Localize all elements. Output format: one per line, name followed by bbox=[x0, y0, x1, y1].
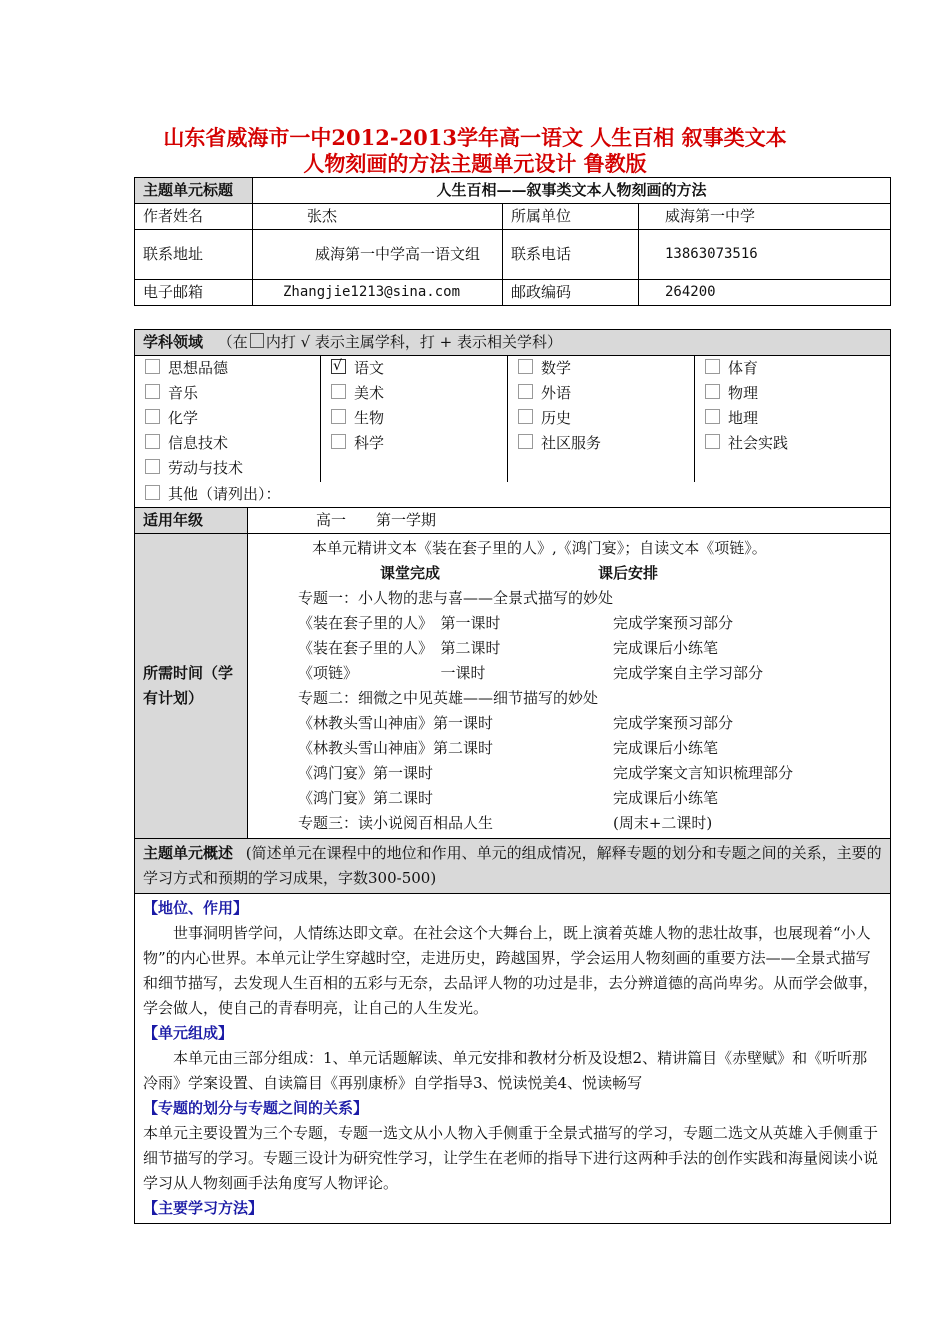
info-table bbox=[134, 177, 891, 306]
subject-item[interactable]: 物理 bbox=[705, 381, 880, 406]
subject-item[interactable]: 美术 bbox=[331, 381, 497, 406]
schedule-row: 《林教头雪山神庙》第一课时 完成学案预习部分 bbox=[298, 714, 734, 732]
email-label: 电子邮箱 bbox=[135, 280, 253, 306]
time-heads bbox=[298, 561, 882, 586]
subject-col4 bbox=[695, 356, 891, 482]
unit-value: 威海第一中学 bbox=[639, 204, 891, 230]
checkbox-icon[interactable] bbox=[145, 485, 160, 500]
schedule-row: 《项链》 一课时 完成学案自主学习部分 bbox=[298, 664, 764, 682]
theme-label: 主题单元标题 bbox=[135, 178, 253, 204]
subject-item[interactable]: 社区服务 bbox=[518, 431, 684, 456]
postcode-value: 264200 bbox=[639, 280, 891, 306]
section-heading: 【地位、作用】 bbox=[143, 899, 249, 917]
subject-col3 bbox=[508, 356, 695, 482]
subject-other[interactable]: 其他（请列出）： bbox=[135, 482, 891, 508]
overview-note: (简述单元在课程中的地位和作用、单元的组成情况，解释专题的划分和专题之间的关系，主要的学习方式和预期的学习成果，字数300-500) bbox=[143, 844, 882, 887]
subject-item[interactable]: 信息技术 bbox=[145, 431, 310, 456]
checkbox-icon[interactable] bbox=[331, 384, 346, 399]
checkbox-icon[interactable] bbox=[518, 359, 533, 374]
subject-item[interactable]: 思想品德 bbox=[145, 356, 310, 381]
grade-value: 高一 第一学期 bbox=[248, 508, 891, 534]
postcode-label: 邮政编码 bbox=[503, 280, 639, 306]
author-label: 作者姓名 bbox=[135, 204, 253, 230]
subject-header-note-pre: （在 bbox=[217, 333, 248, 351]
subject-item[interactable]: 社会实践 bbox=[705, 431, 880, 456]
subject-header bbox=[135, 330, 891, 356]
checkbox-icon[interactable] bbox=[145, 359, 160, 374]
subject-item[interactable]: 外语 bbox=[518, 381, 684, 406]
schedule-row: 《鸿门宴》第一课时 完成学案文言知识梳理部分 bbox=[298, 764, 794, 782]
overview-header bbox=[135, 839, 891, 894]
address-label: 联系地址 bbox=[135, 230, 253, 280]
head-class: 课堂完成 bbox=[380, 564, 441, 582]
checkbox-icon[interactable] bbox=[705, 434, 720, 449]
checkbox-icon[interactable] bbox=[145, 459, 160, 474]
subject-item[interactable]: 历史 bbox=[518, 406, 684, 431]
head-after: 课后安排 bbox=[598, 564, 659, 582]
subject-item[interactable]: 化学 bbox=[145, 406, 310, 431]
subject-col1 bbox=[135, 356, 321, 482]
checkbox-icon[interactable] bbox=[518, 384, 533, 399]
unit-label: 所属单位 bbox=[503, 204, 639, 230]
phone-value: 13863073516 bbox=[639, 230, 891, 280]
subject-header-label: 学科领域 bbox=[143, 333, 204, 351]
subject-item[interactable]: 劳动与技术 bbox=[145, 456, 310, 481]
subject-col2 bbox=[321, 356, 508, 482]
schedule-row: 《林教头雪山神庙》第二课时 完成课后小练笔 bbox=[298, 739, 719, 757]
section-heading: 【专题的划分与专题之间的关系】 bbox=[143, 1099, 369, 1117]
time-plan bbox=[248, 534, 891, 839]
checkbox-icon[interactable] bbox=[518, 409, 533, 424]
grade-label: 适用年级 bbox=[135, 508, 248, 534]
phone-label: 联系电话 bbox=[503, 230, 639, 280]
email-value: Zhangjie1213@sina.com bbox=[253, 280, 503, 306]
schedule-row: 《装在套子里的人》 第二课时 完成课后小练笔 bbox=[298, 639, 719, 657]
subject-item[interactable]: 音乐 bbox=[145, 381, 310, 406]
theme-value: 人生百相——叙事类文本人物刻画的方法 bbox=[253, 178, 891, 204]
subject-item[interactable]: 生物 bbox=[331, 406, 497, 431]
checkbox-icon[interactable] bbox=[705, 384, 720, 399]
author-value: 张杰 bbox=[253, 204, 503, 230]
time-intro: 本单元精讲文本《装在套子里的人》,《鸿门宴》；自读文本《项链》。 bbox=[312, 539, 767, 557]
overview-label: 主题单元概述 bbox=[143, 844, 234, 862]
main-table bbox=[134, 329, 891, 1224]
topic1: 专题一：小人物的悲与喜——全景式描写的妙处 bbox=[298, 589, 614, 607]
subject-item[interactable]: 地理 bbox=[705, 406, 880, 431]
subject-header-note-post: 内打 √ 表示主属学科，打 + 表示相关学科） bbox=[265, 333, 563, 351]
topic3: 专题三：读小说阅百相品人生 (周末+二课时) bbox=[298, 814, 713, 832]
checkbox-icon[interactable] bbox=[518, 434, 533, 449]
checkbox-icon[interactable] bbox=[331, 409, 346, 424]
schedule-row: 《鸿门宴》第二课时 完成课后小练笔 bbox=[298, 789, 719, 807]
section-paragraph: 本单元由三部分组成：1、单元话题解读、单元安排和教材分析及设想2、精讲篇目《赤壁赋》和《听听那冷雨》学案设置、自读篇目《再别康桥》自学指导3、悦读悦美4、悦读畅写 bbox=[143, 1049, 868, 1092]
subject-item-checked[interactable]: √语文 bbox=[331, 356, 497, 381]
overview-body bbox=[135, 894, 891, 1224]
subject-item[interactable]: 数学 bbox=[518, 356, 684, 381]
section-heading: 【单元组成】 bbox=[143, 1024, 234, 1042]
subject-item[interactable]: 体育 bbox=[705, 356, 880, 381]
checkbox-checked-icon[interactable] bbox=[331, 359, 346, 374]
section-paragraph: 本单元主要设置为三个专题，专题一选文从小人物入手侧重于全景式描写的学习，专题二选文从英雄入手侧重于细节描写的学习。专题三设计为研究性学习，让学生在老师的指导下进行这两种手法的创作实践和海量阅读小说学习从人物刻画手法角度写人物评论。 bbox=[143, 1124, 879, 1192]
checkbox-icon[interactable] bbox=[145, 409, 160, 424]
checkbox-icon[interactable] bbox=[705, 359, 720, 374]
address-value: 威海第一中学高一语文组 bbox=[253, 230, 503, 280]
mini-checkbox-icon bbox=[250, 333, 264, 348]
time-label: 所需时间（学有计划） bbox=[135, 534, 248, 839]
section-heading: 【主要学习方法】 bbox=[143, 1199, 264, 1217]
doc-title-line2: 人物刻画的方法主题单元设计 鲁教版 bbox=[303, 151, 647, 176]
schedule-row: 《装在套子里的人》 第一课时 完成学案预习部分 bbox=[298, 614, 734, 632]
doc-title-line1: 山东省威海市一中2012-2013学年高一语文 人生百相 叙事类文本 bbox=[163, 125, 787, 150]
topic2: 专题二：细微之中见英雄——细节描写的妙处 bbox=[298, 689, 599, 707]
section-paragraph: 世事洞明皆学问，人情练达即文章。在社会这个大舞台上，既上演着英雄人物的悲壮故事，也展现着“小人物”的内心世界。本单元让学生穿越时空，走进历史，跨越国界，学会运用人物刻画的重要方法——全景式描写和细节描写，去发现人生百相的五彩与无奈，去品评人物的功过是非，去分辨道德的高尚卑劣。从而学会做事，学会做人，使自己的青春明亮，让自己的人生发光。 bbox=[143, 924, 879, 1017]
checkbox-icon[interactable] bbox=[331, 434, 346, 449]
checkbox-icon[interactable] bbox=[145, 434, 160, 449]
checkbox-icon[interactable] bbox=[145, 384, 160, 399]
subject-item[interactable]: 科学 bbox=[331, 431, 497, 456]
checkbox-icon[interactable] bbox=[705, 409, 720, 424]
